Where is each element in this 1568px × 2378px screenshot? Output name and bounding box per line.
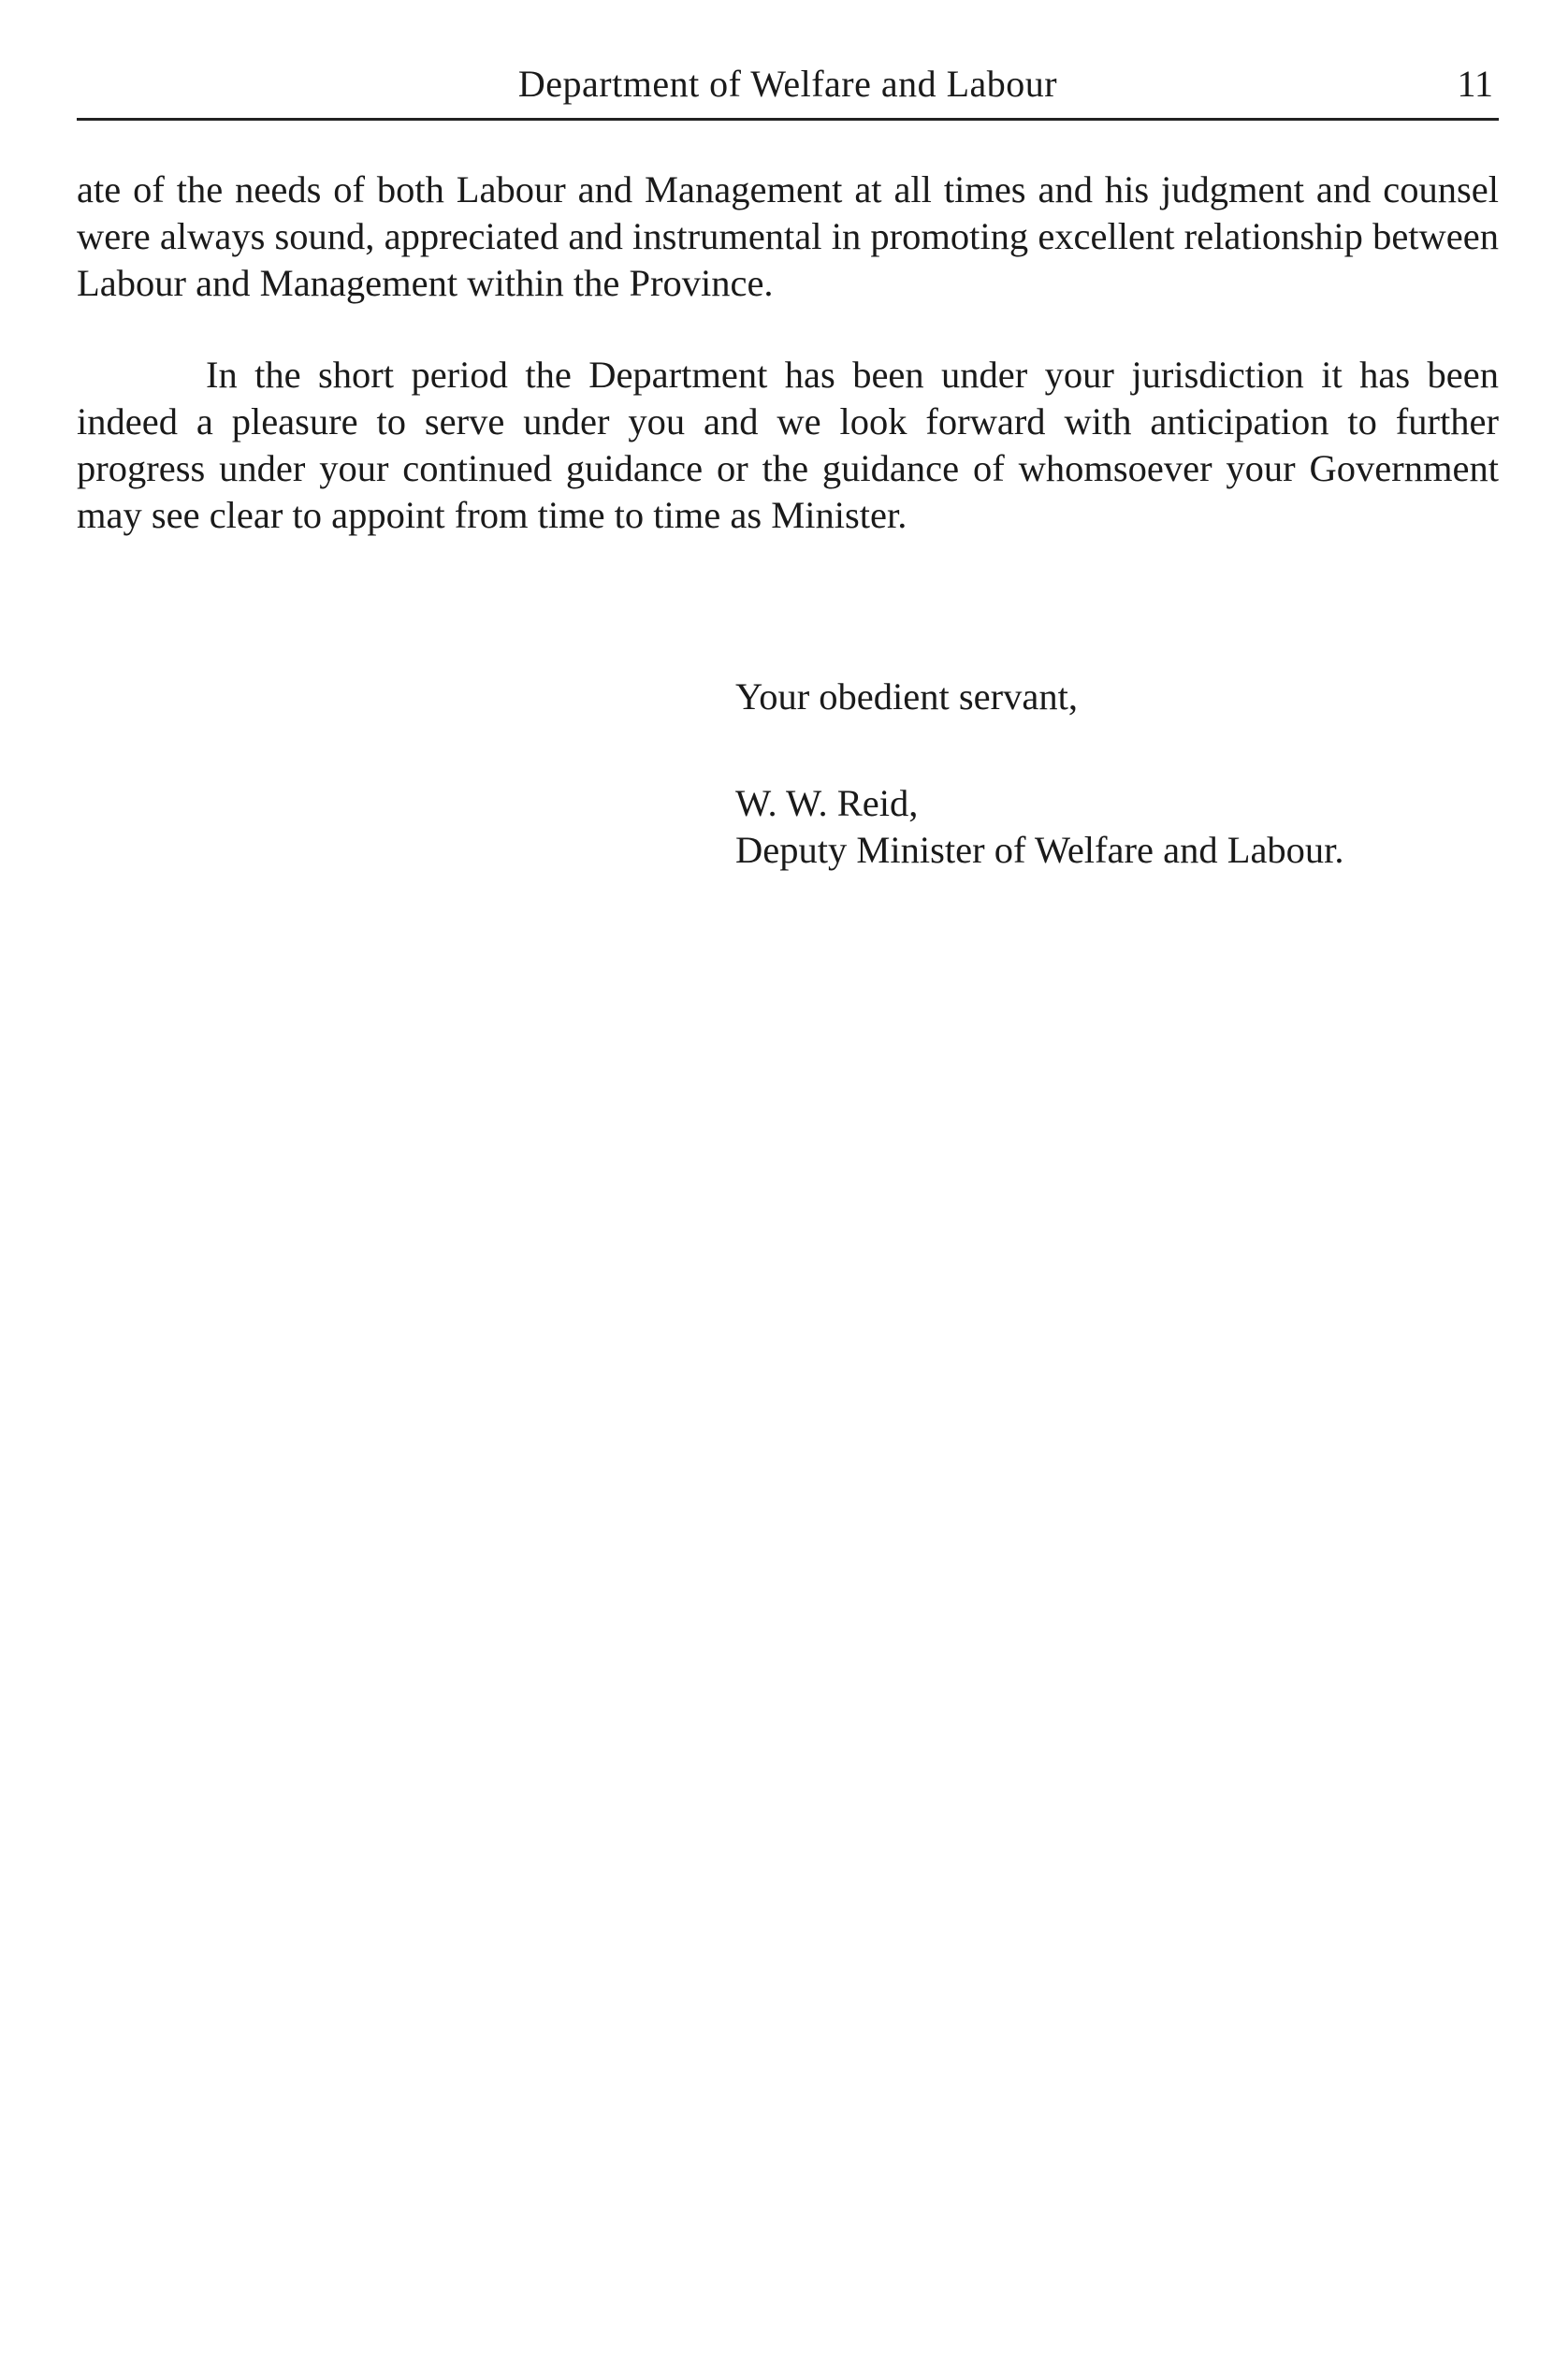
- running-header: [77, 58, 1499, 121]
- page-number: 11: [1457, 63, 1493, 105]
- signatory-name: W. W. Reid,: [735, 782, 919, 824]
- signature-block: [735, 780, 1344, 874]
- header-title: Department of Welfare and Labour: [517, 63, 1058, 105]
- paragraph-continuation: ate of the needs of both Labour and Management at all times and his judgment and counsel were always sound, appreciated and instrumental in promoting excellent relationship between Labour and Management within the Province.: [77, 168, 1499, 304]
- signatory-title: Deputy Minister of Welfare and Labour.: [735, 829, 1344, 871]
- paragraph-jurisdiction: In the short period the Department has been under your jurisdiction it has been indeed a pleasure to serve under you and we look forward with anticipation to further progress under your continued guidance or the guidance of whomsoever your Government may see clear to appoint from time to time as Minister.: [77, 354, 1499, 536]
- closing-salutation: Your obedient servant,: [735, 675, 1078, 718]
- body-text: [77, 167, 1499, 539]
